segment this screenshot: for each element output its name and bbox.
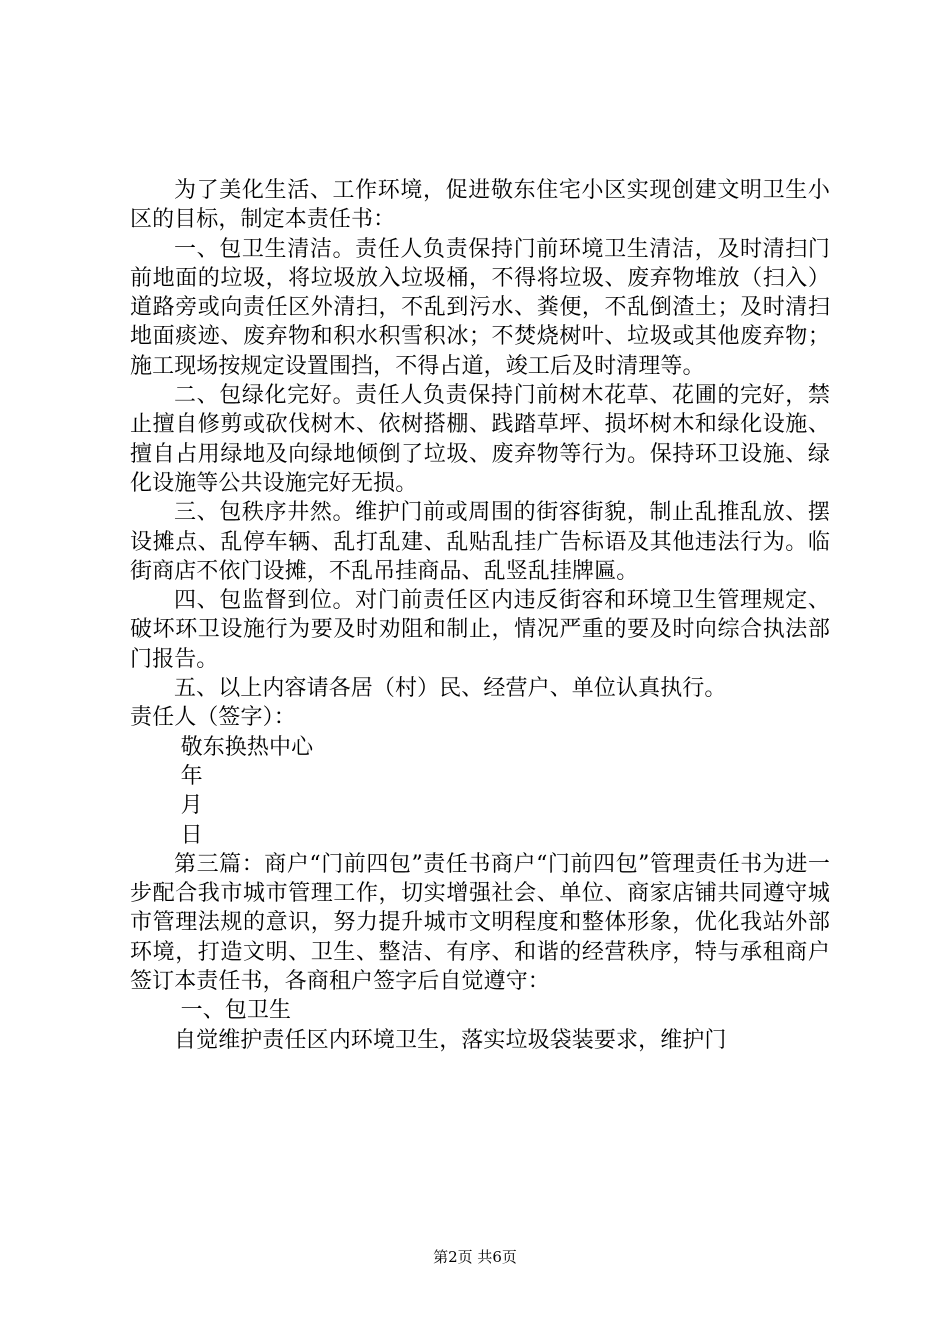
date-month: 月 (180, 793, 203, 819)
page-indicator: 第2页 共6页 (433, 1248, 517, 1266)
paragraph-item-2: 二、包绿化完好。责任人负责保持门前树木花草、花圃的完好，禁止擅自修剪或砍伐树木、依树搭棚、践踏草坪、损坏树木和绿化设施、擅自占用绿地及向绿地倾倒了垃圾、废弃物等行为。保持环卫设施、绿化设施等公共设施完好无损。 (130, 383, 830, 496)
page-footer (0, 1248, 950, 1266)
paragraph-chapter-3: 第三篇：商户“门前四包”责任书商户“门前四包”管理责任书为进一步配合我市城市管理工作，切实增强社会、单位、商家店铺共同遵守城市管理法规的意识，努力提升城市文明程度和整体形象，优化我站外部环境，打造文明、卫生、整洁、有序、和谐的经营秩序，特与承租商户签订本责任书，各商租户签字后自觉遵守： (130, 851, 830, 995)
organization-name: 敬东换热中心 (180, 734, 314, 760)
paragraph-item-1: 一、包卫生清洁。责任人负责保持门前环境卫生清洁，及时清扫门前地面的垃圾，将垃圾放入垃圾桶，不得将垃圾、废弃物堆放（扫入）道路旁或向责任区外清扫，不乱到污水、粪便，不乱倒渣土；及时清扫地面痰迹、废弃物和积水积雪积冰；不焚烧树叶、垃圾或其他废弃物；施工现场按规定设置围挡，不得占道，竣工后及时清理等。 (130, 236, 830, 379)
paragraph-section-1: 自觉维护责任区内环境卫生，落实垃圾袋装要求，维护门 (174, 1027, 727, 1053)
section-heading: 一、包卫生 (180, 998, 292, 1024)
signature-label: 责任人（签字）： (130, 705, 296, 731)
paragraph-item-3: 三、包秩序井然。维护门前或周围的街容街貌，制止乱推乱放、摆设摊点、乱停车辆、乱打乱建、乱贴乱挂广告标语及其他违法行为。临街商店不依门设摊，不乱吊挂商品、乱竖乱挂牌匾。 (130, 500, 830, 584)
paragraph-intro: 为了美化生活、工作环境，促进敬东住宅小区实现创建文明卫生小区的目标，制定本责任书： (130, 178, 830, 233)
date-year: 年 (180, 763, 203, 789)
document-body (130, 176, 830, 1055)
date-day: 日 (180, 822, 203, 848)
paragraph-item-5: 五、以上内容请各居（村）民、经营户、单位认真执行。 (174, 676, 727, 702)
paragraph-item-4: 四、包监督到位。对门前责任区内违反街容和环境卫生管理规定、破坏环卫设施行为要及时劝阻和制止，情况严重的要及时向综合执法部门报告。 (130, 588, 830, 672)
